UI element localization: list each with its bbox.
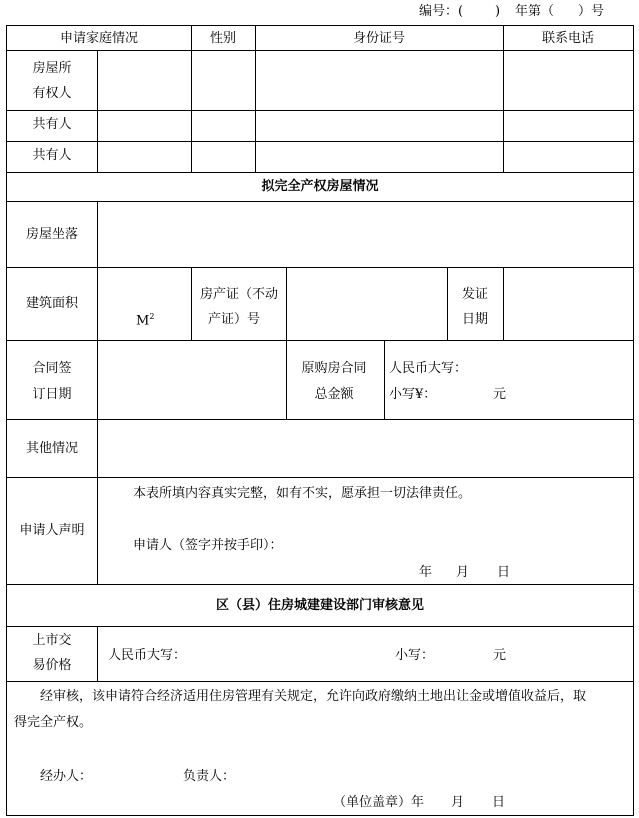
contract-date-label-line1: 合同签	[32, 361, 72, 376]
owner-label-line1: 房屋所	[32, 61, 72, 76]
other-field[interactable]	[98, 420, 632, 476]
owner-gender-field[interactable]	[192, 51, 254, 109]
coowner1-gender-field[interactable]	[192, 111, 254, 140]
coowner2-phone-field[interactable]	[504, 142, 632, 171]
declaration-year: 年	[419, 565, 433, 580]
owner-name-field[interactable]	[98, 51, 190, 109]
coowner2-gender-field[interactable]	[192, 142, 254, 171]
area-unit-superscript: 2	[149, 312, 155, 321]
contract-amount-upper-field[interactable]	[470, 341, 632, 379]
property-section-title: 拟完全产权房屋情况	[261, 179, 379, 194]
contract-yuan-label: 元	[493, 387, 507, 402]
col-header-phone: 联系电话	[541, 31, 595, 46]
contract-date-label-line2: 订日期	[32, 387, 72, 402]
listing-price-label-line1: 上市交	[32, 633, 72, 648]
signer-label: 申请人（签字并按手印）：	[133, 538, 283, 553]
stamp-day: 日	[492, 795, 506, 810]
contract-amount-lower-field[interactable]	[440, 380, 490, 418]
location-field[interactable]	[98, 202, 632, 266]
other-label: 其他情况	[25, 441, 79, 456]
coowner1-id-field[interactable]	[256, 111, 502, 140]
review-opinion-line2: 得完全产权。	[14, 715, 93, 730]
area-label: 建筑面积	[25, 296, 79, 311]
stamp-year-label: （单位盖章）年	[333, 795, 425, 810]
listing-yuan-label: 元	[493, 648, 507, 663]
owner-id-field[interactable]	[256, 51, 502, 109]
cert-label-line1: 房产证（不动	[199, 287, 279, 302]
stamp-month: 月	[451, 795, 465, 810]
cert-label-line2: 产证）号	[207, 312, 261, 327]
owner-phone-field[interactable]	[504, 51, 632, 109]
declaration-month: 月	[456, 565, 470, 580]
coowner2-id-field[interactable]	[256, 142, 502, 171]
listing-price-upper-field[interactable]	[190, 636, 390, 670]
listing-price-label-line2: 易价格	[32, 658, 72, 673]
contract-date-field[interactable]	[98, 341, 285, 418]
handler-label: 经办人：	[40, 769, 93, 784]
location-label: 房屋坐落	[25, 227, 79, 242]
col-header-id-number: 身份证号	[352, 31, 406, 46]
col-header-gender: 性别	[209, 31, 237, 46]
coowner2-label: 共有人	[32, 148, 72, 163]
col-header-family: 申请家庭情况	[59, 31, 139, 46]
contract-amount-label-line1: 原购房合同	[301, 361, 367, 376]
review-section-title: 区（县）住房城建建设部门审核意见	[215, 598, 425, 613]
coowner1-phone-field[interactable]	[504, 111, 632, 140]
contract-amount-label-line2: 总金额	[314, 387, 354, 402]
year-label: 年第（	[515, 4, 555, 19]
issue-date-label-line2: 日期	[461, 312, 489, 327]
coowner2-name-field[interactable]	[98, 142, 190, 171]
serial-number-label: 编号：(	[419, 4, 464, 19]
area-field[interactable]	[98, 268, 190, 339]
contract-rmb-upper-label: 人民币大写：	[389, 361, 468, 376]
declaration-label: 申请人声明	[19, 523, 85, 538]
listing-lower-label: 小写：	[395, 648, 435, 663]
issue-date-label-line1: 发证	[461, 287, 489, 302]
coowner1-label: 共有人	[32, 117, 72, 132]
declaration-day: 日	[497, 565, 511, 580]
review-opinion-line1: 经审核，该申请符合经济适用住房管理有关规定，允许向政府缴纳土地出让金或增值收益后，取	[40, 689, 587, 704]
area-unit: $M^2$	[136, 312, 155, 329]
number-close: ）号	[578, 4, 605, 19]
coowner1-name-field[interactable]	[98, 111, 190, 140]
responsible-label: 负责人：	[183, 769, 236, 784]
cert-number-field[interactable]	[287, 268, 446, 339]
listing-price-lower-field[interactable]	[435, 636, 490, 670]
owner-label-line2: 有权人	[32, 86, 72, 101]
serial-number-close: )	[495, 4, 501, 19]
listing-rmb-upper-label: 人民币大写：	[108, 648, 187, 663]
contract-rmb-lower-label: 小写¥：	[389, 387, 437, 402]
declaration-statement: 本表所填内容真实完整，如有不实，愿承担一切法律责任。	[133, 486, 472, 501]
issue-date-field[interactable]	[504, 268, 632, 339]
signature-field[interactable]	[290, 530, 630, 558]
